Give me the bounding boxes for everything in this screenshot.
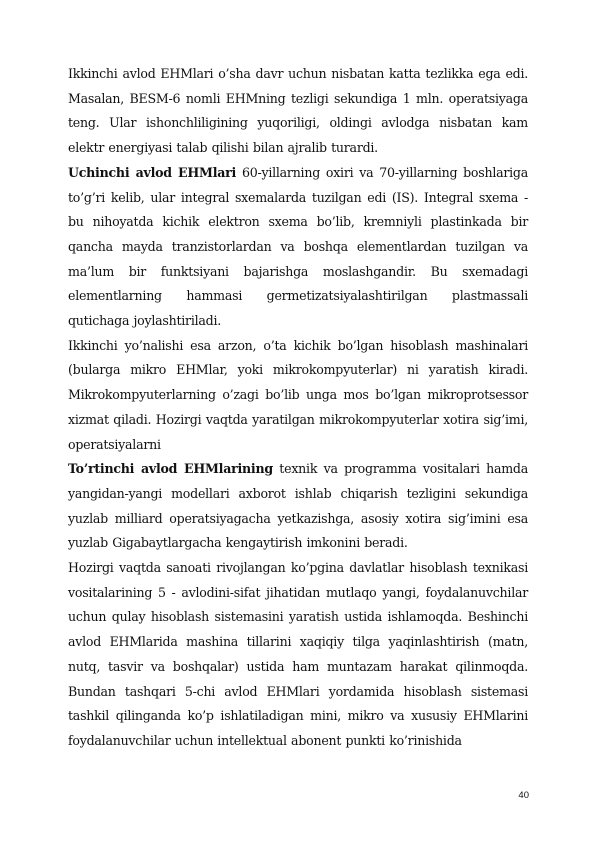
page-number: 40 [518, 790, 529, 801]
document-page [68, 62, 528, 754]
paragraph-fourth-generation [68, 457, 528, 556]
paragraph-text: Hozirgi vaqtda sanoati rivojlangan ko’pgina davlatlar hisoblash texnikasi vositalarining 5 - avlodini-sifat jihatidan mutlaqo yangi, foydalanuvchilar uchun qulay hisoblash sistemasini yaratish ustida ishlamoqda. Beshinchi avlod EHMlarida mashina tillarini xaqiqiy tilga yaqinlashtirish (matn, nutq, tasvir va boshqalar) ustida ham muntazam harakat qilinmoqda. Bundan tashqari 5-chi avlod EHMlari yordamida hisoblash sistemasi tashkil qilinganda ko’p ishlatiladigan mini, mikro va xususiy EHMlarini foydalanuvchilar uchun intellektual abonent punkti ko’rinishida [68, 560, 528, 748]
paragraph-second-direction [68, 334, 528, 458]
paragraph-text: Ikkinchi yo’nalishi esa arzon, o’ta kichik bo’lgan hisoblash mashinalari (bularga mikro EHMlar, yoki mikrokompyuterlar) ni yaratish kiradi. Mikrokompyuterlarning o’zagi bo’lib unga mos bo’lgan mikroprotsessor xizmat qiladi. Hozirgi vaqtda yaratilgan mikrokompyuterlar xotira sig’imi, operatsiyalarni [68, 337, 528, 452]
paragraph-lead: Uchinchi avlod EHMlari [68, 164, 237, 180]
paragraph-second-generation [68, 62, 528, 161]
paragraph-text: Ikkinchi avlod EHMlari o’sha davr uchun nisbatan katta tezlikka ega edi. Masalan, BESM-6 nomli EHMning tezligi sekundiga 1 mln. operatsiyaga teng. Ular ishonchliligining yuqoriligi, oldingi avlodga nisbatan kam elektr energiyasi talab qilishi bilan ajralib turardi. [68, 66, 528, 156]
paragraph-lead: To’rtinchi avlod EHMlarining [68, 461, 273, 477]
paragraph-third-generation [68, 161, 528, 334]
paragraph-text: texnik va programma vositalari hamda yangidan-yangi modellari axborot ishlab chiqarish tezligini sekundiga yuzlab milliard operatsiyagacha yetkazishga, asosiy xotira sig’imini esa yuzlab Gigabaytlargacha kengaytirish imkonini beradi. [68, 461, 528, 551]
paragraph-fifth-generation [68, 556, 528, 754]
paragraph-text: 60-yillarning oxiri va 70-yillarning boshlariga to’g’ri kelib, ular integral sxemalarda tuzilgan edi (IS). Integral sxema - bu nihoyatda kichik elektron sxema bo’lib, kremniyli plastinkada bir qancha mayda tranzistorlardan va boshqa elementlardan tuzilgan va ma’lum bir funktsiyani bajarishga moslashgandir. Bu sxemadagi elementlarning hammasi germetizatsiyalashtirilgan plastmassali qutichaga joylashtiriladi. [68, 164, 528, 329]
